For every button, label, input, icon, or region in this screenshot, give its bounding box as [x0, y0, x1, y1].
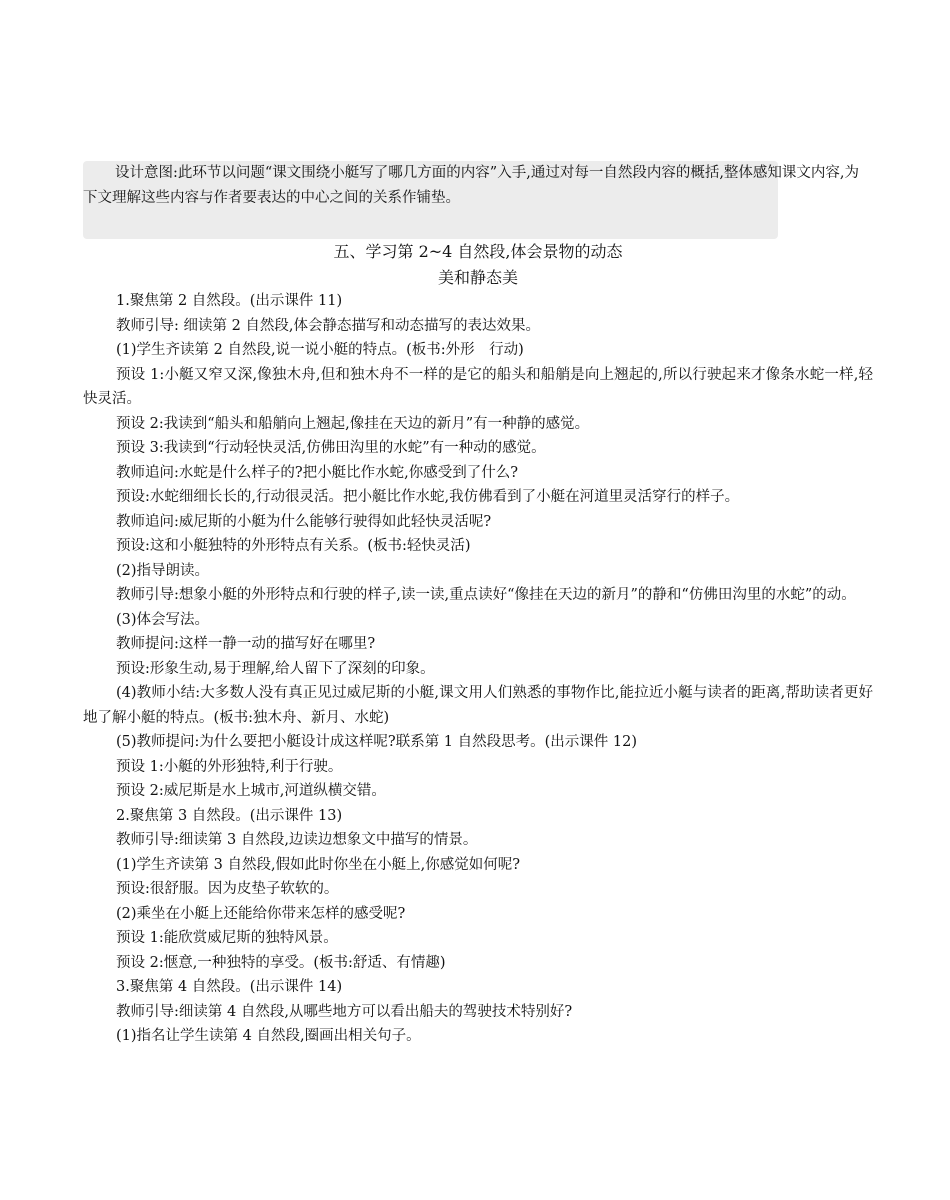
lesson-body	[83, 289, 873, 1049]
paragraph: 教师追问:威尼斯的小艇为什么能够行驶得如此轻快灵活呢?	[116, 513, 492, 530]
paragraph: (3)体会写法。	[116, 611, 210, 628]
paragraph: 预设 2:威尼斯是水上城市,河道纵横交错。	[116, 783, 386, 799]
paragraph: 教师引导:细读第 4 自然段,从哪些地方可以看出船夫的驾驶技术特别好?	[116, 1003, 573, 1020]
paragraph: 教师引导:想象小艇的外形特点和行驶的样子,读一读,重点读好“像挂在天边的新月”的静和“仿佛田沟里的水蛇”的动。	[116, 587, 856, 603]
paragraph: (1)指名让学生读第 4 自然段,圈画出相关句子。	[116, 1028, 421, 1044]
paragraph: (1)学生齐读第 2 自然段,说一说小艇的特点。(板书:外形 行动)	[116, 342, 524, 358]
design-intent-text: 设计意图:此环节以问题“课文围绕小艇写了哪几方面的内容”入手,通过对每一自然段内容的概括,整体感知课文内容,为下文理解这些内容与作者要表达的中心之间的关系作铺垫。	[83, 165, 860, 206]
paragraph: 预设 1:小艇的外形独特,利于行驶。	[116, 758, 343, 775]
paragraph: 3.聚焦第 4 自然段。(出示课件 14)	[116, 979, 343, 995]
paragraph: 教师提问:这样一静一动的描写好在哪里?	[116, 636, 376, 652]
paragraph: 预设:很舒服。因为皮垫子软软的。	[116, 881, 339, 897]
paragraph: (2)指导朗读。	[116, 562, 210, 579]
paragraph: (2)乘坐在小艇上还能给你带来怎样的感受呢?	[116, 905, 406, 922]
paragraph: (5)教师提问:为什么要把小艇设计成这样呢?联系第 1 自然段思考。(出示课件 12)	[116, 734, 638, 750]
paragraph: 2.聚焦第 3 自然段。(出示课件 13)	[116, 807, 343, 824]
paragraph: 预设 2:惬意,一种独特的享受。(板书:舒适、有情趣)	[116, 954, 446, 971]
paragraph: 预设:形象生动,易于理解,给人留下了深刻的印象。	[116, 660, 435, 677]
paragraph: (1)学生齐读第 3 自然段,假如此时你坐在小艇上,你感觉如何呢?	[116, 856, 520, 873]
paragraph: 预设:这和小艇独特的外形特点有关系。(板书:轻快灵活)	[116, 538, 471, 554]
paragraph: 预设 3:我读到“行动轻快灵活,仿佛田沟里的水蛇”有一种动的感觉。	[116, 440, 546, 456]
paragraph: 教师追问:水蛇是什么样子的?把小艇比作水蛇,你感受到了什么?	[116, 464, 519, 481]
paragraph: (4)教师小结:大多数人没有真正见过威尼斯的小艇,课文用人们熟悉的事物作比,能拉近小艇与读者的距离,帮助读者更好地了解小艇的特点。(板书:独木舟、新月、水蛇)	[83, 685, 873, 726]
paragraph: 预设 2:我读到“船头和船艄向上翘起,像挂在天边的新月”有一种静的感觉。	[116, 415, 590, 432]
section-heading	[83, 239, 873, 291]
section-heading-line-2: 美和静态美	[437, 268, 518, 287]
paragraph: 教师引导: 细读第 2 自然段,体会静态描写和动态描写的表达效果。	[116, 317, 541, 334]
paragraph: 预设:水蛇细细长长的,行动很灵活。把小艇比作水蛇,我仿佛看到了小艇在河道里灵活穿行的样子。	[116, 489, 740, 505]
paragraph: 预设 1:能欣赏威尼斯的独特风景。	[116, 930, 338, 946]
paragraph: 预设 1:小艇又窄又深,像独木舟,但和独木舟不一样的是它的船头和船艄是向上翘起的,所以行驶起来才像条水蛇一样,轻快灵活。	[83, 366, 873, 407]
paragraph: 教师引导:细读第 3 自然段,边读边想象文中描写的情景。	[116, 832, 478, 848]
paragraph: 1.聚焦第 2 自然段。(出示课件 11)	[116, 293, 343, 309]
section-heading-line-1: 五、学习第 2~4 自然段,体会景物的动态	[333, 242, 623, 261]
